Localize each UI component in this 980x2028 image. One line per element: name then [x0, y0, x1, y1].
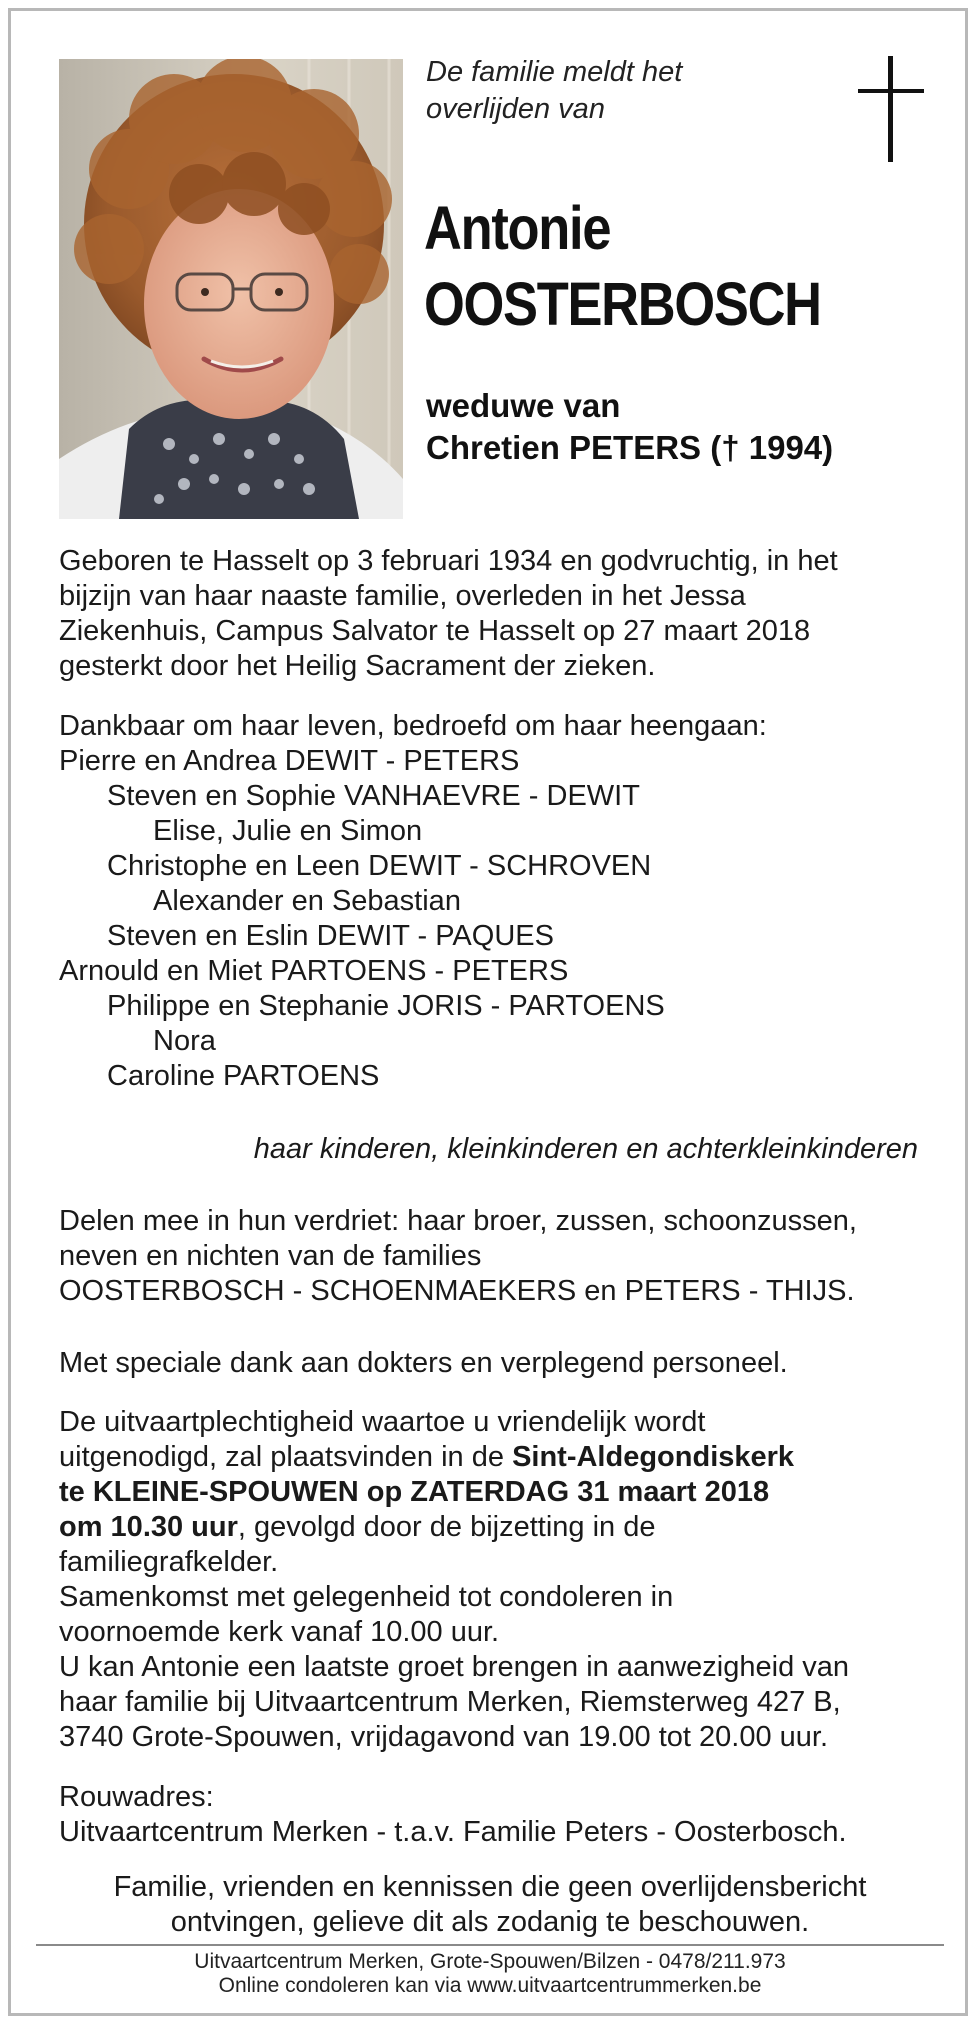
family-member: Caroline PARTOENS [107, 1060, 380, 1092]
text-line [59, 1440, 940, 1475]
text-line: familiegrafkelder. [59, 1546, 279, 1578]
widow-of [426, 385, 833, 469]
church-name: Sint-Aldegondiskerk [512, 1441, 795, 1473]
text-line: De uitvaartplechtigheid waartoe u vriendelijk wordt [59, 1406, 706, 1438]
text-line: Samenkomst met gelegenheid tot condoleren in [59, 1581, 674, 1613]
family-heading: Dankbaar om haar leven, bedroefd om haar heengaan: [59, 710, 767, 742]
thanks-paragraph [59, 1346, 940, 1381]
share-paragraph [59, 1204, 940, 1309]
text-line: ontvingen, gelieve dit als zodanig te beschouwen. [170, 1906, 810, 1938]
text-line: Ziekenhuis, Campus Salvator te Hasselt op 27 maart 2018 [59, 615, 811, 647]
intro-line: De familie meldt het [426, 56, 683, 88]
address-label: Rouwadres: [59, 1781, 214, 1813]
text-line: Geboren te Hasselt op 3 februari 1934 en godvruchtig, in het [59, 545, 838, 577]
footer-divider [36, 1944, 944, 1946]
family-member: Steven en Sophie VANHAEVRE - DEWIT [107, 780, 640, 812]
widow-line: Chretien PETERS († 1994) [426, 429, 834, 466]
family-member: Steven en Eslin DEWIT - PAQUES [107, 920, 554, 952]
text-span: , gevolgd door de bijzetting in de [237, 1511, 656, 1543]
intro-text [426, 54, 682, 128]
text-line [59, 1510, 940, 1545]
widow-line: weduwe van [426, 387, 621, 424]
footer-line: Online condoleren kan via www.uitvaartcentrummerken.be [218, 1974, 762, 1997]
text-line: voornoemde kerk vanaf 10.00 uur. [59, 1616, 500, 1648]
last-name: OOSTERBOSCH [424, 270, 821, 338]
text-line [59, 1475, 940, 1510]
family-member: Nora [153, 1025, 216, 1057]
text-line: neven en nichten van de families [59, 1240, 482, 1272]
text-line: Delen mee in hun verdriet: haar broer, zussen, schoonzussen, [59, 1205, 857, 1237]
text-line: 3740 Grote-Spouwen, vrijdagavond van 19.00 tot 20.00 uur. [59, 1721, 829, 1753]
family-signature: haar kinderen, kleinkinderen en achterkleinkinderen [253, 1133, 918, 1165]
portrait-photo [59, 59, 403, 519]
address-value: Uitvaartcentrum Merken - t.a.v. Familie Peters - Oosterbosch. [59, 1816, 847, 1848]
ceremony-time: om 10.30 uur [59, 1511, 238, 1543]
footer-line: Uitvaartcentrum Merken, Grote-Spouwen/Bilzen - 0478/211.973 [194, 1950, 786, 1973]
text-line: haar familie bij Uitvaartcentrum Merken, Riemsterweg 427 B, [59, 1686, 841, 1718]
family-member: Philippe en Stephanie JORIS - PARTOENS [107, 990, 665, 1022]
family-list [59, 709, 940, 1094]
text-line: gesterkt door het Heilig Sacrament der zieken. [59, 650, 656, 682]
text-span: uitgenodigd, zal plaatsvinden in de [59, 1441, 513, 1473]
family-member: Pierre en Andrea DEWIT - PETERS [59, 745, 520, 777]
family-member: Alexander en Sebastian [153, 885, 461, 917]
text-line: Met speciale dank aan dokters en verplegend personeel. [59, 1347, 788, 1379]
ceremony-paragraph [59, 1405, 940, 1755]
address-paragraph [59, 1780, 940, 1850]
text-line: U kan Antonie een laatste groet brengen in aanwezigheid van [59, 1651, 850, 1683]
intro-line: overlijden van [426, 93, 605, 125]
cross-icon [858, 56, 924, 162]
family-member: Arnould en Miet PARTOENS - PETERS [59, 955, 569, 987]
text-line: OOSTERBOSCH - SCHOENMAEKERS en PETERS - THIJS. [59, 1275, 855, 1307]
family-member: Elise, Julie en Simon [153, 815, 423, 847]
notice-paragraph [40, 1870, 940, 1940]
first-name: Antonie [424, 194, 611, 262]
deceased-name [424, 190, 821, 342]
family-member: Christophe en Leen DEWIT - SCHROVEN [107, 850, 652, 882]
ceremony-date: te KLEINE-SPOUWEN op ZATERDAG 31 maart 2018 [59, 1476, 770, 1508]
text-line: Familie, vrienden en kennissen die geen overlijdensbericht [113, 1871, 867, 1903]
birth-paragraph [59, 544, 940, 684]
footer [40, 1950, 940, 1998]
text-line: bijzijn van haar naaste familie, overleden in het Jessa [59, 580, 746, 612]
